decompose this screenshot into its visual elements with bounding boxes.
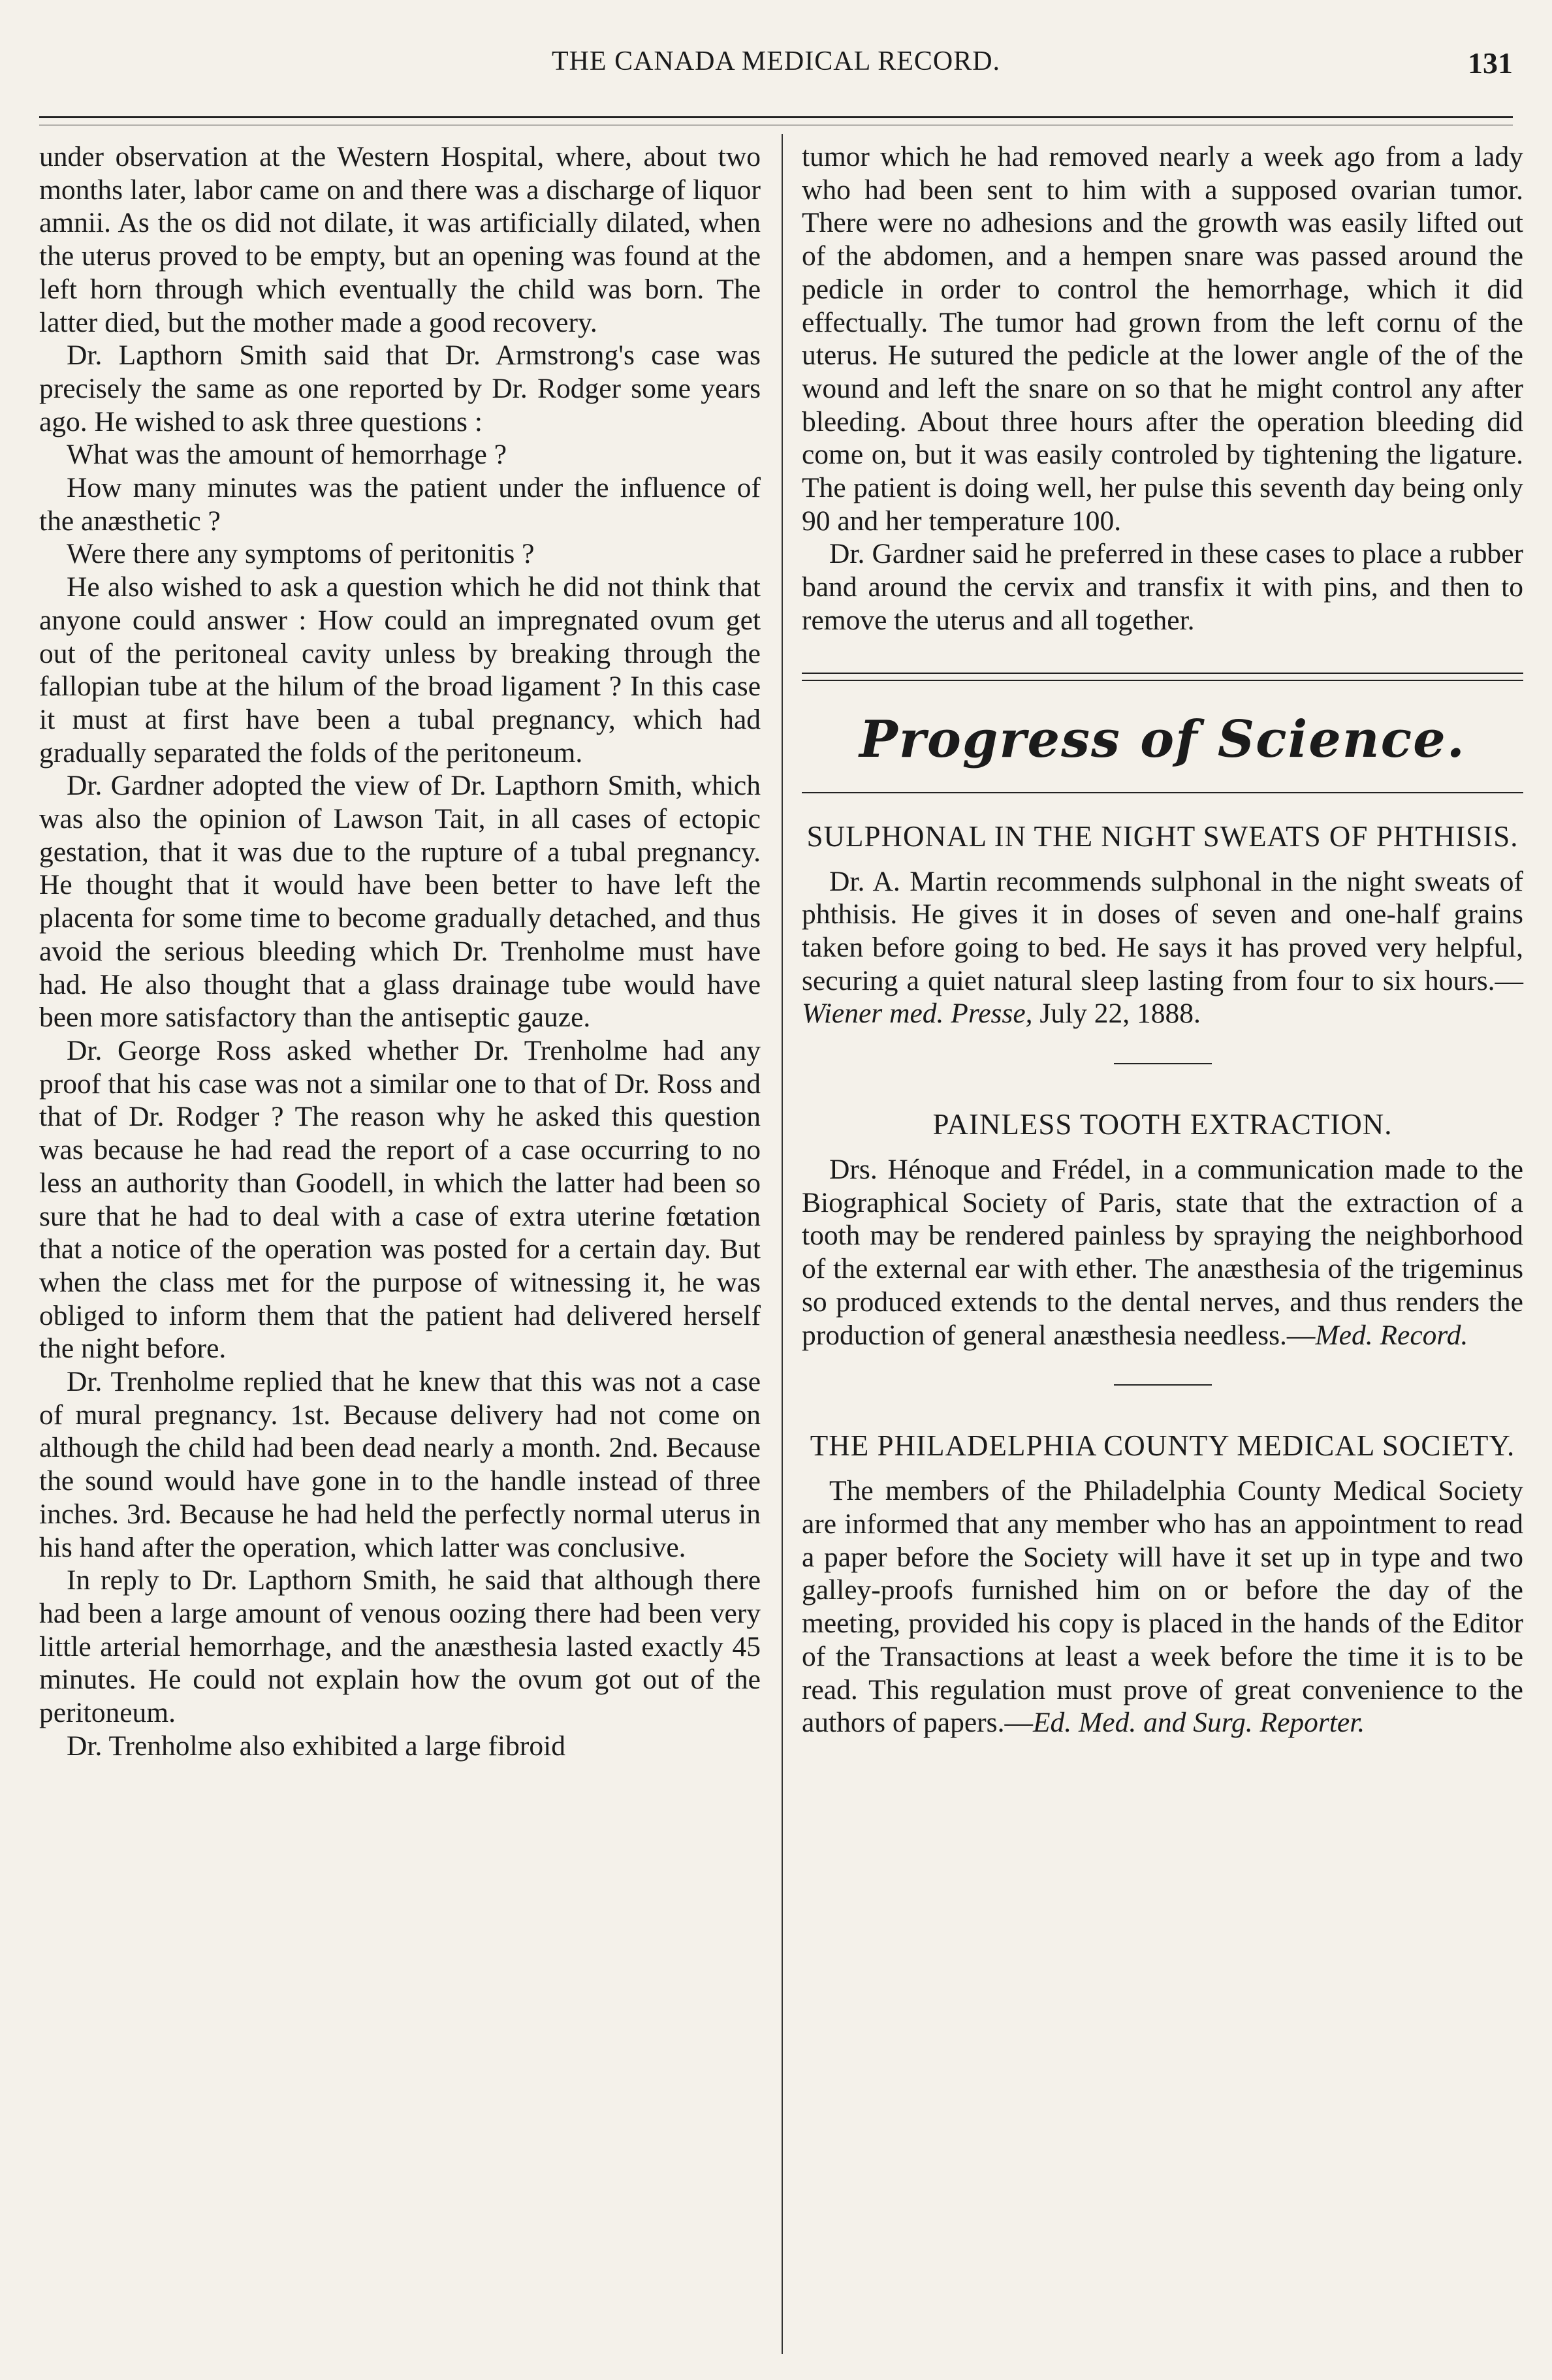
article-body [802,1474,1523,1739]
paragraph: under observation at the Western Hospital, where, about two months later, labor came on and there was a discharge of liquor amnii. As the os did not dilate, it was artificially dilated, when the uterus proved to be empty, but an opening was found at the left horn through which eventually the child was born. The latter died, but the mother made a good recovery. [39,141,761,338]
section-title: Progress of Science. [859,709,1466,769]
page-number: 131 [1468,46,1513,80]
article-source: Med. Record. [1315,1319,1468,1351]
article-body [802,1153,1523,1352]
paragraph: tumor which he had removed nearly a week ago from a lady who had been sent to him with a supposed ovarian tumor. There were no adhesions and the growth was easily lifted out of the abdomen, and a hempen snare was passed around the pedicle in order to control the hemorrhage, which it did effectually. The tumor had grown from the left cornu of the uterus. He sutured the pedicle at the lower angle of the of the wound and left the snare on so that he might control any after bleeding. About three hours after the operation bleeding did come on, but it was easily controled by tightening the ligature. The patient is doing well, her pulse this seventh day being only 90 and her temperature 100. [802,141,1523,537]
section-rule [802,792,1523,793]
question: Were there any symptoms of peritonitis ? [67,538,535,570]
article-title: PAINLESS TOOTH EXTRACTION. [932,1108,1393,1141]
paragraph: In reply to Dr. Lapthorn Smith, he said that although there had been a large amount of venous oozing there had been very little arterial hemorrhage, and the anæsthesia lasted exactly 45 minutes. He could not explain how the ovum got out of the peritoneum. [39,1564,761,1729]
paragraph: He also wished to ask a question which he did not think that anyone could answer : How could an impregnated ovum get out of the peritoneal cavity unless by breaking through the fallopian tube at the hilum of the broad ligament ? In this case it must at first have been a tubal pregnancy, which had gradually separated the folds of the peritoneum. [39,571,761,769]
left-column [39,140,761,1762]
article-body [802,865,1523,1031]
paragraph: Dr. Lapthorn Smith said that Dr. Armstrong's case was precisely the same as one reported by Dr. Rodger some years ago. He wished to ask three questions : [39,340,761,437]
article-title: THE PHILADELPHIA COUNTY MEDICAL SOCIETY. [810,1429,1515,1463]
article-text: The members of the Philadelphia County Medical Society are informed that any member who has an appointment to read a paper before the Society will have it set up in type and two galley-proofs furnished him on or before the day of the meeting, provided his copy is placed in the hands of the Editor of the Transactions at least a week before the time it is to be read. This regulation must prove of great convenience to the authors of papers.— [802,1475,1523,1739]
question: How many minutes was the patient under the influence of the anæsthetic ? [39,472,761,537]
header-rule [39,116,1513,125]
article-text: Dr. A. Martin recommends sulphonal in the night sweats of phthisis. He gives it in doses of seven and one-half grains taken before going to bed. He says it has proved very helpful, securing a quiet natural sleep lasting from four to six hours.— [802,865,1523,996]
page-header [39,46,1513,85]
article-text: Drs. Hénoque and Frédel, in a communication made to the Biographical Society of Paris, state that the extraction of a tooth may be rendered painless by spraying the neighborhood of the external ear with ether. The anæsthesia of the trigeminus so produced extends to the dental nerves, and thus renders the production of general anæsthesia needless.— [802,1154,1523,1351]
paragraph: Dr. George Ross asked whether Dr. Trenholme had any proof that his case was not a similar one to that of Dr. Ross and that of Dr. Rodger ? The reason why he asked this question was because he had read the report of a case occurring to no less an authority than Goodell, in which the latter had been so sure that he had to deal with a case of extra uterine fœtation that a notice of the operation was posted for a certain day. But when the class met for the purpose of witnessing it, he was obliged to inform them that the patient had delivered herself the night before. [39,1034,761,1365]
question: What was the amount of hemorrhage ? [67,439,507,471]
section-rule [802,673,1523,681]
column-divider [782,134,783,2354]
article-source: Wiener med. Presse, [802,998,1033,1030]
running-title: THE CANADA MEDICAL RECORD. [551,46,1001,76]
paragraph: Dr. Gardner adopted the view of Dr. Lapthorn Smith, which was also the opinion of Lawson Tait, in all cases of ectopic gestation, that it was due to the rupture of a tubal pregnancy. He thought that it would have been better to have left the placenta for some time to become gradually detached, and thus avoid the serious bleeding which Dr. Trenholme must have had. He also thought that a glass drainage tube would have been more satisfactory than the antiseptic gauze. [39,770,761,1034]
right-column [802,140,1523,1739]
article-divider [1114,1063,1212,1064]
article-date: July 22, 1888. [1032,998,1201,1030]
article-divider [1114,1384,1212,1386]
paragraph: Dr. Trenholme also exhibited a large fibroid [67,1730,565,1762]
paragraph: Dr. Trenholme replied that he knew that this was not a case of mural pregnancy. 1st. Because delivery had not come on although the child had been dead nearly a month. 2nd. Because the sound would have gone in to the handle instead of three inches. 3rd. Because he had held the perfectly normal uterus in his hand after the operation, which latter was conclusive. [39,1366,761,1563]
paragraph: Dr. Gardner said he preferred in these cases to place a rubber band around the cervix and transfix it with pins, and then to remove the uterus and all together. [802,538,1523,636]
article-title: SULPHONAL IN THE NIGHT SWEATS OF PHTHISIS. [806,819,1519,853]
article-source: Ed. Med. and Surg. Reporter. [1032,1707,1365,1739]
